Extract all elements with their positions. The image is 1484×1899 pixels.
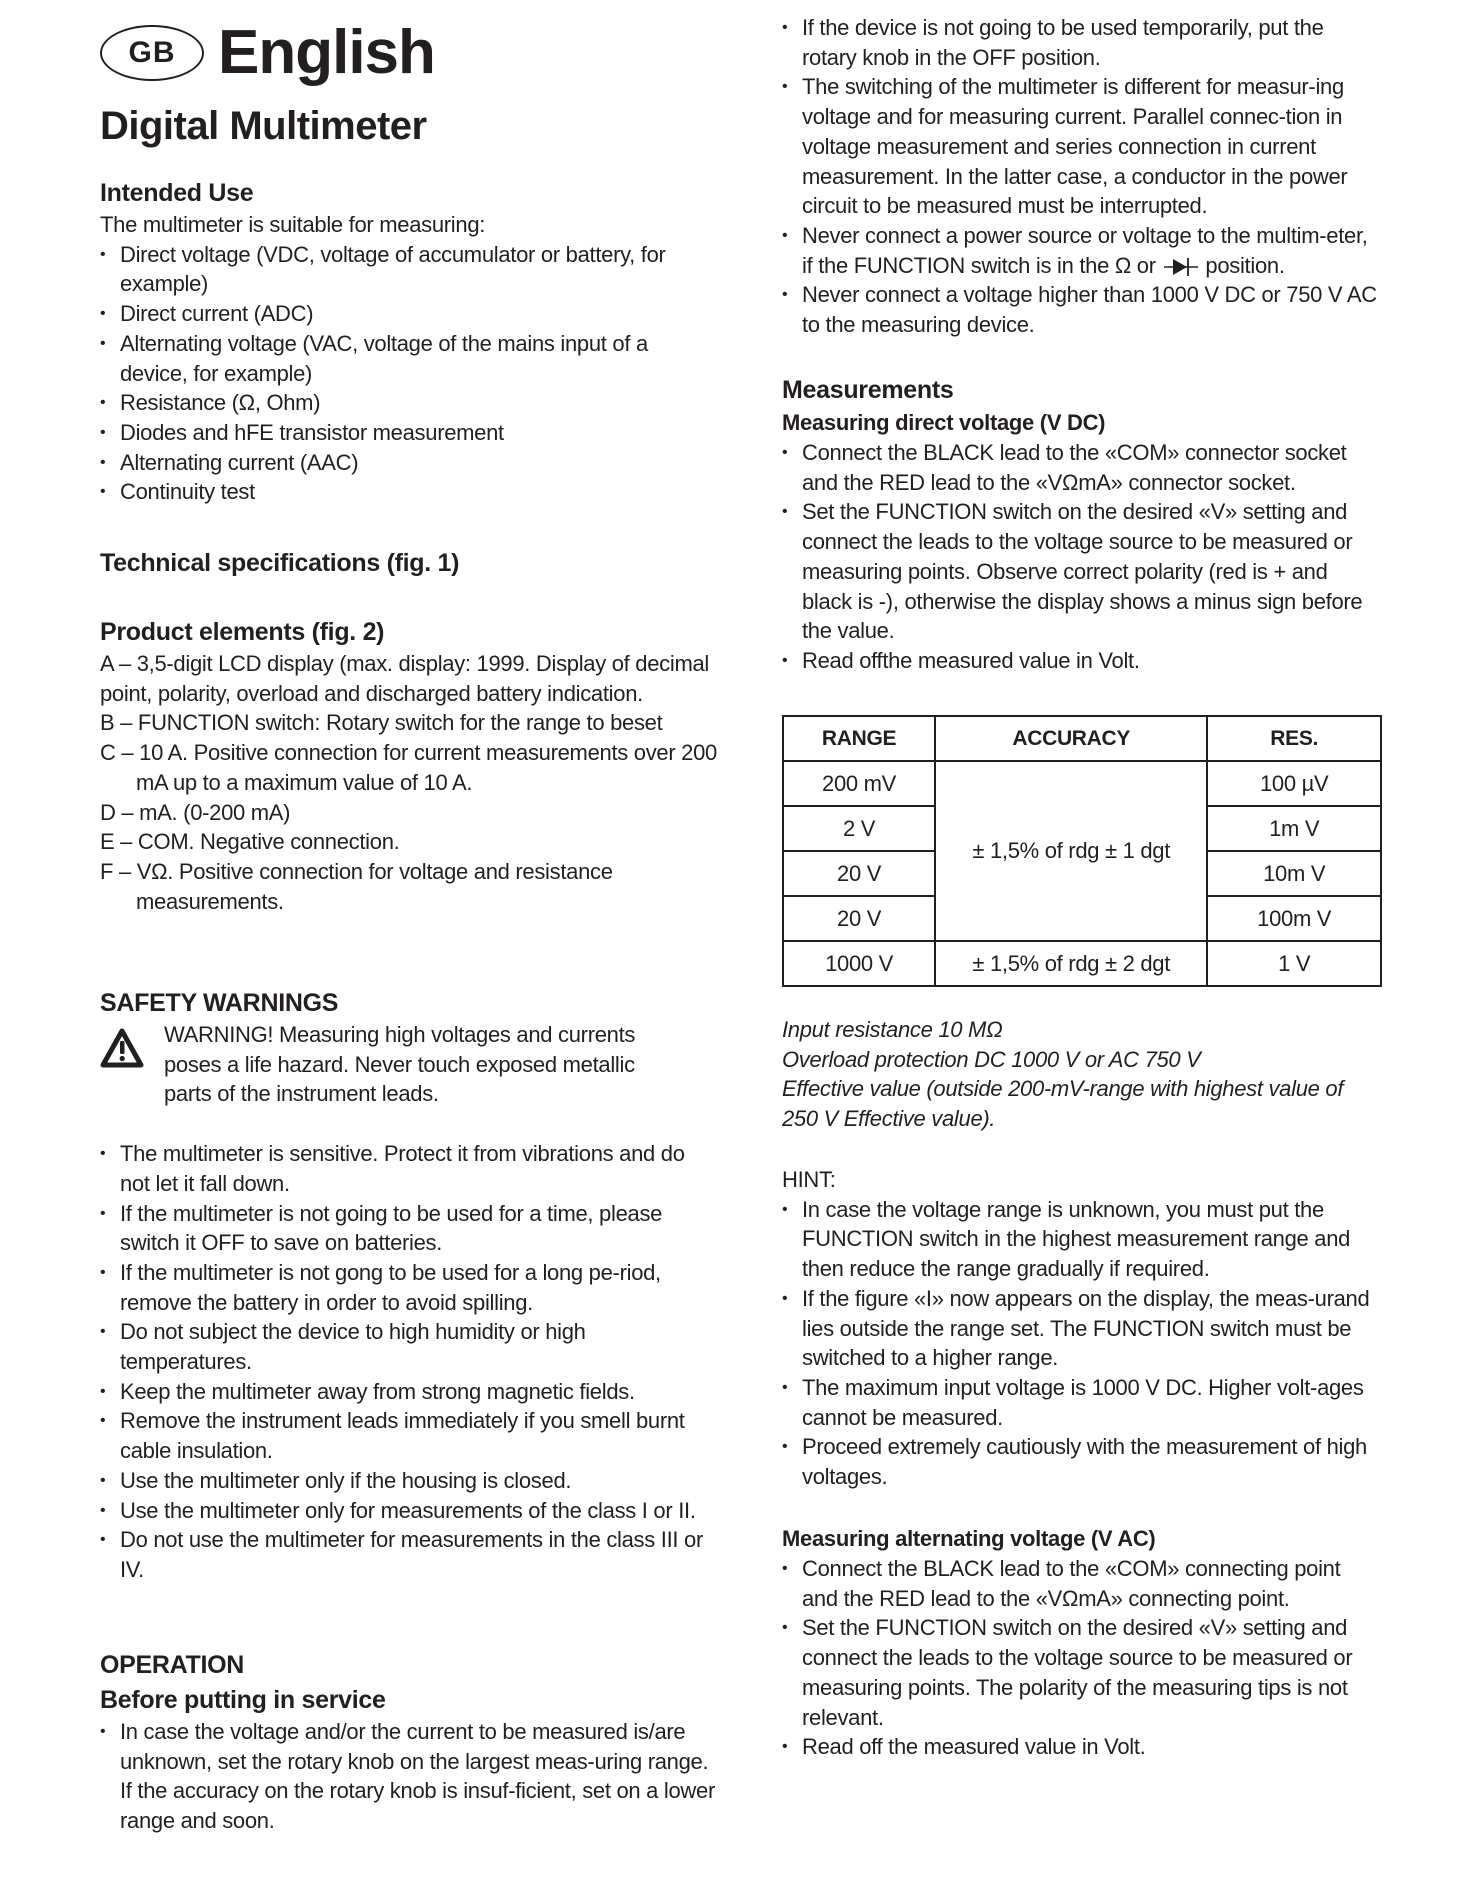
list-item: • Resistance (Ω, Ohm) xyxy=(100,388,720,418)
safety-section xyxy=(100,988,720,1585)
list-item: • Proceed extremely cautiously with the measurement of high voltages. xyxy=(782,1432,1382,1491)
vac-section xyxy=(782,1524,1382,1762)
list-item: • If the multimeter is not going to be used for a time, please switch it OFF to save on batteries. xyxy=(100,1199,720,1258)
header-resolution: RES. xyxy=(1207,716,1381,761)
cell-accuracy: ± 1,5% of rdg ± 1 dgt xyxy=(935,761,1207,941)
intended-use-section xyxy=(100,178,720,507)
operation-section xyxy=(100,1650,720,1836)
cell-range: 20 V xyxy=(783,851,935,896)
note-input-resistance: Input resistance 10 MΩ xyxy=(782,1017,1003,1042)
list-item: • Use the multimeter only for measurements of the class I or II. xyxy=(100,1496,720,1526)
list-item: • Direct current (ADC) xyxy=(100,299,720,329)
list-item: • Set the FUNCTION switch on the desired «V» setting and connect the leads to the voltage source to be measured or measuring points. Observe correct polarity (red is + and black is -), otherwise the display shows a minus sign before the value. xyxy=(782,497,1382,646)
diode-symbol-icon xyxy=(1164,258,1198,276)
cell-range: 2 V xyxy=(783,806,935,851)
cell-accuracy: ± 1,5% of rdg ± 2 dgt xyxy=(935,941,1207,986)
element-item: E – COM. Negative connection. xyxy=(100,829,400,855)
document-title: Digital Multimeter xyxy=(100,104,427,148)
cell-resolution: 100m V xyxy=(1207,896,1381,941)
element-item: B – FUNCTION switch: Rotary switch for the range to beset xyxy=(100,710,663,736)
diode-item-text-after: position. xyxy=(1205,252,1285,278)
list-item: • The switching of the multimeter is different for measur-ing voltage and for measuring current. Parallel connec-tion in voltage measurement and series connection in current measurement. In the latter case, a conductor in the power circuit to be measured must be interrupted. xyxy=(782,72,1382,221)
list-item: • The multimeter is sensitive. Protect it from vibrations and do not let it fall down. xyxy=(100,1139,720,1198)
table-row xyxy=(783,941,1381,986)
list-item: • If the device is not going to be used temporarily, put the rotary knob in the OFF position. xyxy=(782,13,1382,72)
operation-heading: OPERATION xyxy=(100,1651,245,1679)
list-item: • Do not use the multimeter for measurements in the class III or IV. xyxy=(100,1525,720,1584)
measurements-section xyxy=(782,375,1382,676)
list-item: • Do not subject the device to high humidity or high temperatures. xyxy=(100,1317,720,1376)
measurements-heading: Measurements xyxy=(782,376,954,404)
vac-heading: Measuring alternating voltage (V AC) xyxy=(782,1526,1156,1551)
list-item: • Never connect a voltage higher than 1000 V DC or 750 V AC to the measuring device. xyxy=(782,280,1382,339)
note-overload: Overload protection DC 1000 V or AC 750 V xyxy=(782,1046,1201,1072)
list-item: • Diodes and hFE transistor measurement xyxy=(100,418,720,448)
list-item: • If the multimeter is not gong to be used for a long pe-riod, remove the battery in order to avoid spilling. xyxy=(100,1258,720,1317)
cell-resolution: 10m V xyxy=(1207,851,1381,896)
list-item: • Use the multimeter only if the housing is closed. xyxy=(100,1466,720,1496)
diode-item-text: Never connect a power source or voltage to the multim-eter, if the FUNCTION switch is in the Ω or xyxy=(802,222,1368,278)
product-elements-heading: Product elements (fig. 2) xyxy=(100,618,385,646)
operation-subheading: Before putting in service xyxy=(100,1686,386,1714)
intended-use-intro: The multimeter is suitable for measuring: xyxy=(100,212,486,237)
tech-specs-heading: Technical specifications (fig. 1) xyxy=(100,549,460,577)
vac-list xyxy=(782,1554,1382,1762)
table-row xyxy=(783,761,1381,806)
list-item: • In case the voltage and/or the current to be measured is/are unknown, set the rotary knob on the largest meas-uring range. If the accuracy on the rotary knob is insuf-ficient, set on a lower range and soon. xyxy=(100,1717,720,1836)
list-item: • The maximum input voltage is 1000 V DC. Higher volt-ages cannot be measured. xyxy=(782,1373,1382,1432)
list-item: • In case the voltage range is unknown, you must put the FUNCTION switch in the highest measurement range and then reduce the range gradually if required. xyxy=(782,1195,1382,1284)
element-item: C – 10 A. Positive connection for current measurements over 200 mA up to a maximum value of 10 A. xyxy=(100,740,717,795)
list-item: • Read off the measured value in Volt. xyxy=(782,1732,1382,1762)
intended-use-list xyxy=(100,240,720,507)
list-item: • Remove the instrument leads immediately if you smell burnt cable insulation. xyxy=(100,1406,720,1465)
header-accuracy: ACCURACY xyxy=(935,716,1207,761)
operation-list-right xyxy=(782,13,1382,340)
note-effective-value: Effective value (outside 200-mV-range with highest value of 250 V Effective value). xyxy=(782,1076,1344,1132)
table-header-row xyxy=(783,716,1381,761)
list-item: • Continuity test xyxy=(100,477,720,507)
cell-resolution: 1 V xyxy=(1207,941,1381,986)
vdc-list xyxy=(782,438,1382,676)
element-item: D – mA. (0-200 mA) xyxy=(100,799,291,825)
vdc-heading: Measuring direct voltage (V DC) xyxy=(782,410,1106,435)
warning-triangle-icon xyxy=(100,1028,144,1068)
list-item: • Set the FUNCTION switch on the desired «V» setting and connect the leads to the voltage source to be measured or measuring points. The polarity of the measuring tips is not relevant. xyxy=(782,1613,1382,1732)
list-item: • Alternating voltage (VAC, voltage of the mains input of a device, for example) xyxy=(100,329,720,388)
list-item: • Connect the BLACK lead to the «COM» connector socket and the RED lead to the «VΩmA» connector socket. xyxy=(782,438,1382,497)
warning-block xyxy=(100,1020,720,1109)
list-item xyxy=(782,221,1382,280)
header-range: RANGE xyxy=(783,716,935,761)
vdc-spec-table xyxy=(782,715,1382,987)
list-item: • Alternating current (AAC) xyxy=(100,448,720,478)
list-item: • Direct voltage (VDC, voltage of accumulator or battery, for example) xyxy=(100,240,720,299)
language-title: English xyxy=(218,18,435,87)
cell-resolution: 100 µV xyxy=(1207,761,1381,806)
hint-label: HINT: xyxy=(782,1167,836,1192)
warning-text: WARNING! Measuring high voltages and currents poses a life hazard. Never touch exposed metallic parts of the instrument leads. xyxy=(164,1022,636,1107)
spec-table-wrapper xyxy=(782,715,1382,987)
hint-list xyxy=(782,1195,1382,1492)
element-item: A – 3,5-digit LCD display (max. display: 1999. Display of decimal point, polarity, overload and discharged battery indication. xyxy=(100,651,710,706)
hint-section xyxy=(782,1165,1382,1492)
product-elements-section xyxy=(100,617,720,916)
list-item: • Keep the multimeter away from strong magnetic fields. xyxy=(100,1377,720,1407)
intended-use-heading: Intended Use xyxy=(100,179,254,207)
cell-range: 1000 V xyxy=(783,941,935,986)
element-item: F – VΩ. Positive connection for voltage and resistance measurements. xyxy=(100,858,613,914)
list-item: • If the figure «I» now appears on the display, the meas-urand lies outside the range set. The FUNCTION switch must be switched to a higher range. xyxy=(782,1284,1382,1373)
cell-resolution: 1m V xyxy=(1207,806,1381,851)
language-header xyxy=(100,18,435,87)
operation-list-left xyxy=(100,1717,720,1836)
list-item: • Connect the BLACK lead to the «COM» connecting point and the RED lead to the «VΩmA» connecting point. xyxy=(782,1554,1382,1613)
vdc-notes xyxy=(782,1015,1382,1134)
country-badge: GB xyxy=(100,25,204,81)
cell-range: 20 V xyxy=(783,896,935,941)
list-item: • Read offthe measured value in Volt. xyxy=(782,646,1382,676)
cell-range: 200 mV xyxy=(783,761,935,806)
safety-heading: SAFETY WARNINGS xyxy=(100,989,339,1017)
safety-list xyxy=(100,1139,720,1585)
